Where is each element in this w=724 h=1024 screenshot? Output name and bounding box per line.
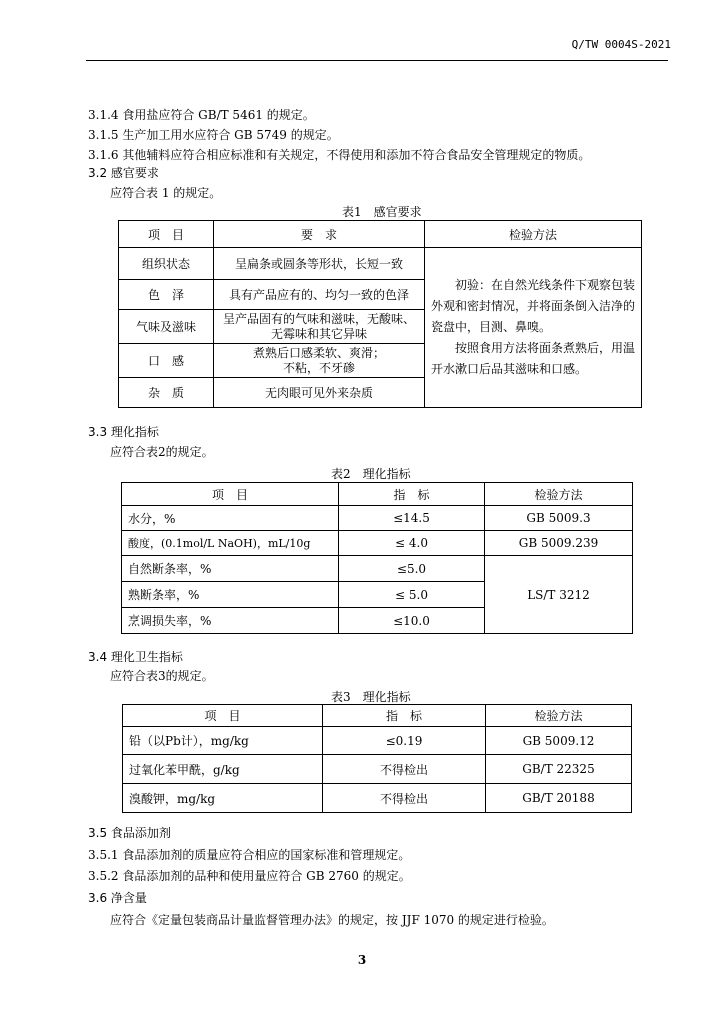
- table-3-method: GB/T 22325: [486, 755, 632, 784]
- table-2-value: ≤ 4.0: [339, 531, 485, 556]
- header-rule: [86, 60, 668, 61]
- table-2-item: 自然断条率，%: [122, 556, 339, 582]
- table-2-item: 熟断条率，%: [122, 582, 339, 608]
- table-2-caption: 表2 理化指标: [331, 467, 411, 481]
- table-2-method: GB 5009.3: [485, 506, 633, 531]
- table-2-merged-method: LS/T 3212: [485, 556, 633, 634]
- table-3-method: GB 5009.12: [486, 727, 632, 755]
- table-2-value: ≤14.5: [339, 506, 485, 531]
- table-3-hygiene: [122, 704, 632, 813]
- table-2-value: ≤ 5.0: [339, 582, 485, 608]
- document-code: Q/TW 0004S-2021: [571, 38, 671, 51]
- table-1-header-requirement: 要 求: [214, 221, 425, 248]
- table-2-header-method: 检验方法: [485, 483, 633, 506]
- table-2-method: GB 5009.239: [485, 531, 633, 556]
- table-1-sensory: [118, 220, 642, 408]
- table-1-requirement-line-1: 煮熟后口感柔软、爽滑；: [252, 345, 385, 360]
- table-3-method: GB/T 20188: [486, 784, 632, 813]
- clause-3-1-6: 3.1.6 其他辅料应符合相应标准和有关规定，不得使用和添加不符合食品安全管理规定的物质。: [88, 148, 591, 162]
- table-1-item: 杂 质: [119, 378, 214, 408]
- table-3-item: 过氧化苯甲酰，g/kg: [123, 755, 323, 784]
- section-3-2-intro: 应符合表 1 的规定。: [110, 186, 222, 200]
- table-1-method-paragraph-1: 初验：在自然光线条件下观察包装外观和密封情况，并将面条倒入洁净的瓷盘中，目测、鼻嗅。: [431, 278, 636, 334]
- table-3-header-index: 指 标: [323, 705, 486, 727]
- section-3-4-intro: 应符合表3的规定。: [110, 669, 214, 683]
- table-3-item: 溴酸钾，mg/kg: [123, 784, 323, 813]
- table-1-item: 色 泽: [119, 280, 214, 310]
- table-2-physicochemical: [121, 482, 633, 634]
- clause-3-1-4: 3.1.4 食用盐应符合 GB/T 5461 的规定。: [88, 108, 315, 122]
- table-3-value: ≤0.19: [323, 727, 486, 755]
- section-3-6-heading: 3.6 净含量: [88, 891, 147, 905]
- table-1-requirement: [214, 310, 425, 344]
- section-3-3-intro: 应符合表2的规定。: [110, 445, 214, 459]
- table-2-value: ≤5.0: [339, 556, 485, 582]
- section-3-2-heading: 3.2 感官要求: [88, 166, 159, 180]
- table-1-item: 气味及滋味: [119, 310, 214, 344]
- table-3-header-item: 项 目: [123, 705, 323, 727]
- clause-3-1-5: 3.1.5 生产加工用水应符合 GB 5749 的规定。: [88, 128, 339, 142]
- section-3-5-heading: 3.5 食品添加剂: [88, 826, 171, 840]
- table-2-item: 酸度，(0.1mol/L NaOH)，mL/10g: [122, 531, 339, 556]
- clause-3-5-1: 3.5.1 食品添加剂的质量应符合相应的国家标准和管理规定。: [88, 848, 411, 862]
- table-1-caption: 表1 感官要求: [342, 205, 422, 219]
- clause-3-5-2: 3.5.2 食品添加剂的品种和使用量应符合 GB 2760 的规定。: [88, 869, 411, 883]
- table-2-item: 水分，%: [122, 506, 339, 531]
- table-3-value: 不得检出: [323, 784, 486, 813]
- table-1-header-method: 检验方法: [425, 221, 642, 248]
- page-number: 3: [357, 953, 367, 967]
- table-3-item: 铅（以Pb计），mg/kg: [123, 727, 323, 755]
- table-2-item: 烹调损失率，%: [122, 608, 339, 634]
- table-3-header-method: 检验方法: [486, 705, 632, 727]
- section-3-4-heading: 3.4 理化卫生指标: [88, 650, 183, 664]
- table-1-requirement-line-2: 不粘，不牙碜: [282, 360, 355, 375]
- table-2-value: ≤10.0: [339, 608, 485, 634]
- table-1-requirement-line-2: 无霉味和其它异味: [270, 326, 367, 341]
- table-1-requirement-line-1: 呈产品固有的气味和滋味，无酸味、: [222, 311, 415, 326]
- table-1-item: 组织状态: [119, 248, 214, 280]
- table-1-method-cell: [425, 248, 642, 408]
- table-1-header-item: 项 目: [119, 221, 214, 248]
- table-3-value: 不得检出: [323, 755, 486, 784]
- section-3-3-heading: 3.3 理化指标: [88, 425, 159, 439]
- table-2-header-index: 指 标: [339, 483, 485, 506]
- table-2-header-item: 项 目: [122, 483, 339, 506]
- table-1-requirement: [214, 344, 425, 378]
- table-1-method-paragraph-2: 按照食用方法将面条煮熟后，用温开水漱口后品其滋味和口感。: [431, 341, 636, 376]
- table-1-requirement: 无肉眼可见外来杂质: [214, 378, 425, 408]
- table-1-requirement: 具有产品应有的、均匀一致的色泽: [214, 280, 425, 310]
- table-1-item: 口 感: [119, 344, 214, 378]
- section-3-6-text: 应符合《定量包装商品计量监督管理办法》的规定，按 JJF 1070 的规定进行检验。: [110, 913, 554, 927]
- table-3-caption: 表3 理化指标: [331, 690, 411, 704]
- table-1-requirement: 呈扁条或圆条等形状，长短一致: [214, 248, 425, 280]
